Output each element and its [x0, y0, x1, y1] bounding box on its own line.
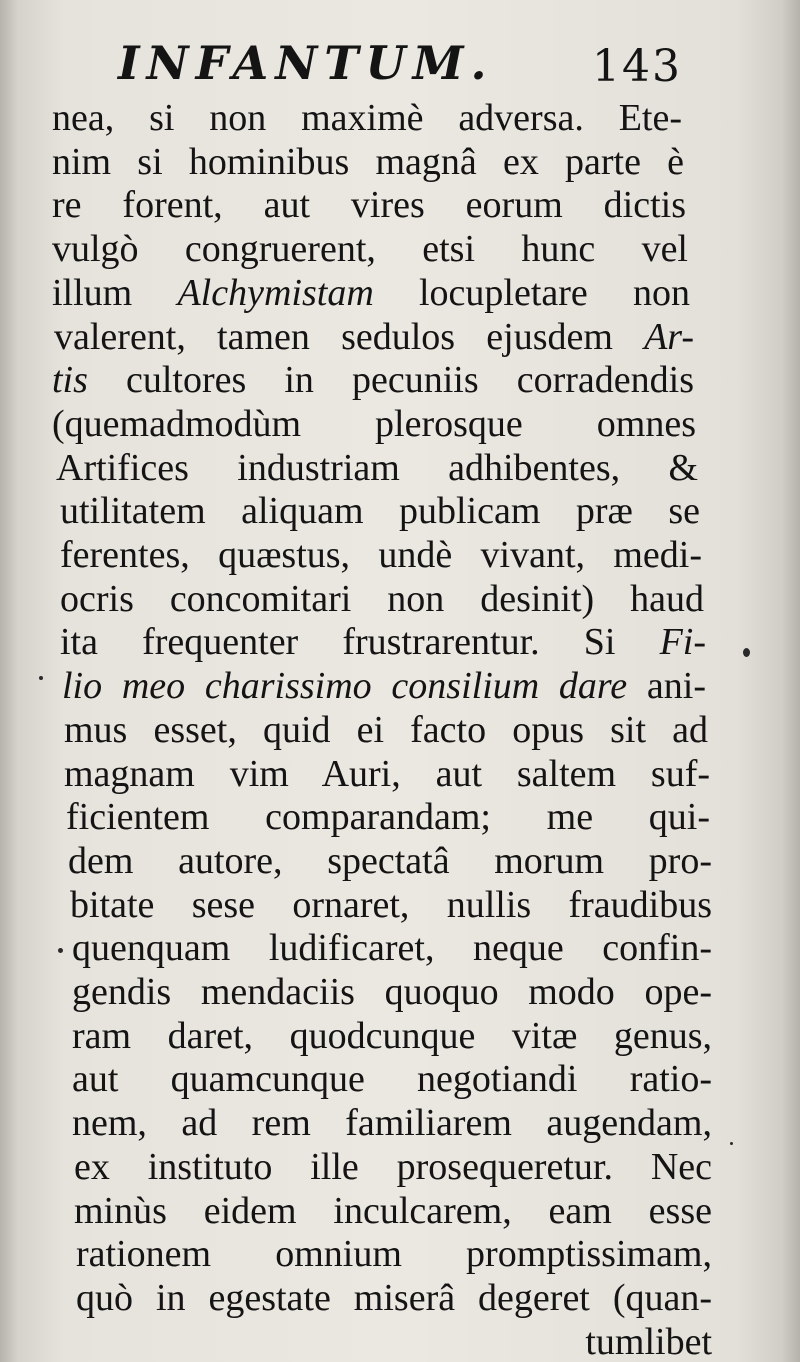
text-line: valerent, tamen sedulos ejusdem Ar-	[54, 316, 694, 358]
italic-phrase: Fi-	[659, 621, 706, 663]
page-number: 143	[592, 41, 682, 92]
text-line: mus esset, quid ei facto opus sit ad	[64, 709, 708, 751]
print-speck	[730, 1142, 733, 1145]
italic-phrase: Alchymistam	[177, 272, 374, 314]
text-line: quò in egestate miserâ degeret (quan-	[76, 1277, 712, 1319]
text-line: dem autore, spectatâ morum pro-	[68, 840, 712, 882]
print-speck	[39, 676, 43, 680]
running-title: INFANTUM.	[118, 36, 494, 90]
text-line: nim si hominibus magnâ ex parte è	[52, 141, 684, 183]
text-line: nea, si non maximè adversa. Ete-	[52, 97, 682, 139]
print-speck	[743, 648, 750, 657]
page-edge-shadow-left	[0, 0, 18, 1362]
text-line: ferentes, quæstus, undè vivant, medi-	[60, 534, 702, 576]
text-line: nem, ad rem familiarem augendam,	[72, 1102, 712, 1144]
page-edge-shadow-right	[782, 0, 800, 1362]
text-line: lio meo charissimo consilium dare ani-	[62, 665, 706, 707]
text-line: quenquam ludificaret, neque confin-	[72, 927, 712, 969]
page-header	[0, 28, 800, 98]
text-line: (quemadmodùm plerosque omnes	[52, 403, 696, 445]
text-line: ficientem comparandam; me qui-	[66, 796, 710, 838]
text-line: gendis mendaciis quoquo modo ope-	[72, 971, 712, 1013]
text-line: ocris concomitari non desinit) haud	[60, 578, 704, 620]
print-speck	[58, 948, 63, 953]
text-line: minùs eidem inculcarem, eam esse	[74, 1190, 712, 1232]
text-line: utilitatem aliquam publicam præ se	[60, 490, 700, 532]
text-line: aut quamcunque negotiandi ratio-	[72, 1058, 712, 1100]
italic-phrase: Ar-	[644, 316, 694, 358]
italic-phrase: lio meo charissimo consilium dare	[62, 665, 628, 707]
text-line: tis cultores in pecuniis corradendis	[52, 359, 694, 401]
text-line: re forent, aut vires eorum dictis	[52, 184, 686, 226]
text-line: tumlibet	[585, 1321, 712, 1362]
text-line: ram daret, quodcunque vitæ genus,	[72, 1015, 712, 1057]
text-line: magnam vim Auri, aut saltem suf-	[64, 753, 710, 795]
text-line: Artifices industriam adhibentes, &	[56, 447, 698, 489]
text-line: ita frequenter frustrarentur. Si Fi-	[60, 621, 706, 663]
text-line: vulgò congruerent, etsi hunc vel	[52, 228, 688, 270]
text-line: illum Alchymistam locupletare non	[52, 272, 690, 314]
text-line: bitate sese ornaret, nullis fraudibus	[70, 884, 712, 926]
text-line: ex instituto ille prosequeretur. Nec	[74, 1146, 712, 1188]
text-line: rationem omnium promptissimam,	[76, 1233, 712, 1275]
italic-phrase: tis	[52, 359, 88, 401]
